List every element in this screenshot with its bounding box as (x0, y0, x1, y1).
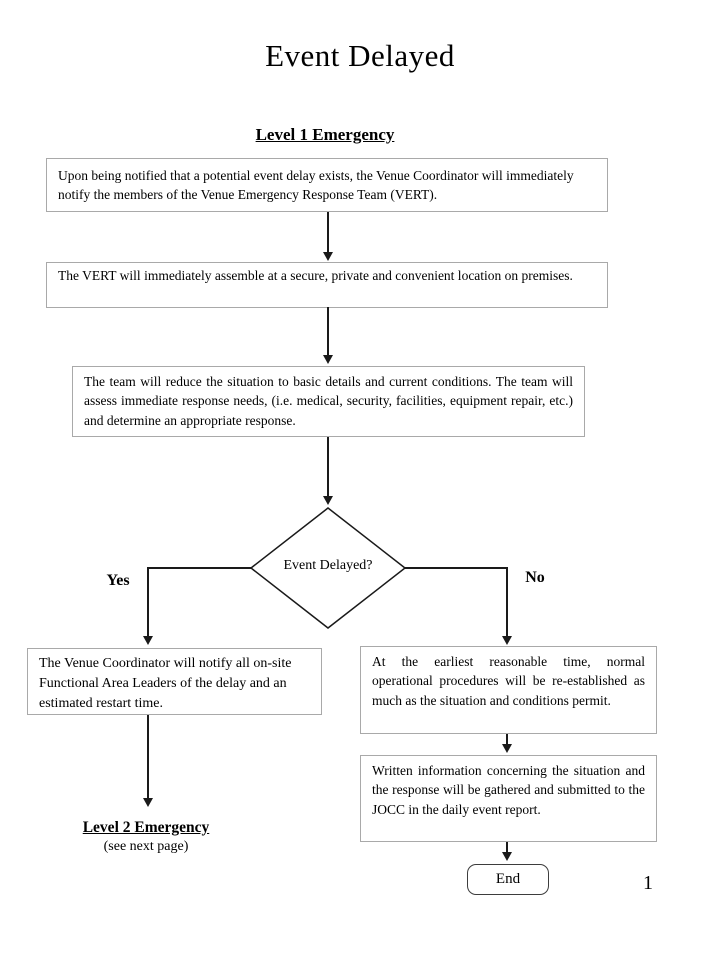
yes-label: Yes (106, 572, 130, 589)
no-branch-line (506, 567, 508, 638)
no-branch-line (404, 567, 508, 569)
flow-box-assess: The team will reduce the situation to basic details and current conditions. The team will assess immediate response needs, (i.e. medical, security, facilities, equipment repair, etc.) and determine an appropriate response. (72, 366, 585, 437)
level1-heading: Level 1 Emergency (255, 125, 395, 144)
arrow-down-icon (502, 852, 512, 861)
flow-line-assess-to-decision (327, 437, 329, 498)
arrow-down-icon (323, 496, 333, 505)
flow-box-resume-operations: At the earliest reasonable time, normal operational procedures will be re-established as much as the situation and conditions permit. (360, 646, 657, 734)
yes-branch-line (147, 567, 149, 638)
flow-line-leaders-to-level2 (147, 715, 149, 800)
arrow-down-icon (323, 252, 333, 261)
flow-box-written-report: Written information concerning the situation and the response will be gathered and submitted to the JOCC in the daily event report. (360, 755, 657, 842)
level2-heading: Level 2 Emergency (82, 819, 210, 836)
arrow-down-icon (502, 636, 512, 645)
flow-box-assemble: The VERT will immediately assemble at a secure, private and convenient location on premises. (46, 262, 608, 308)
level2-note: (see next page) (103, 839, 189, 854)
flow-box-notify-vert: Upon being notified that a potential event delay exists, the Venue Coordinator will immediately notify the members of the Venue Emergency Response Team (VERT). (46, 158, 608, 212)
arrow-down-icon (143, 636, 153, 645)
no-label: No (525, 569, 545, 586)
arrow-down-icon (502, 744, 512, 753)
flow-line-notify-to-assemble (327, 212, 329, 254)
slide-title: Event Delayed (265, 38, 455, 73)
decision-question: Event Delayed? (283, 558, 373, 573)
flow-box-notify-leaders: The Venue Coordinator will notify all on-site Functional Area Leaders of the delay and an estimated restart time. (27, 648, 322, 715)
arrow-down-icon (323, 355, 333, 364)
flow-line-assemble-to-assess (327, 307, 329, 357)
yes-branch-line (148, 567, 252, 569)
end-terminator: End (467, 864, 549, 895)
arrow-down-icon (143, 798, 153, 807)
page-number: 1 (643, 872, 653, 894)
